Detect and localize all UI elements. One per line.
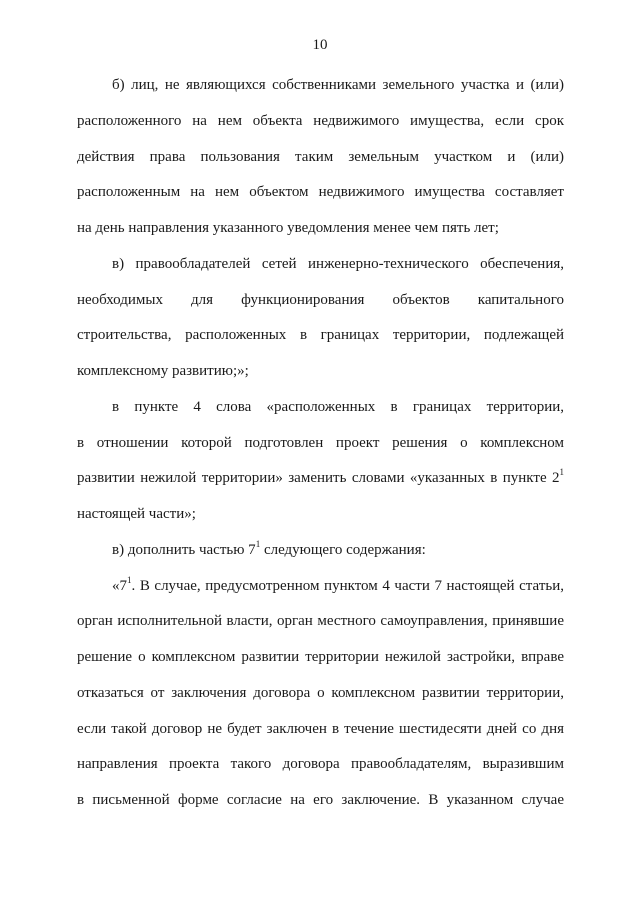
superscript: 1	[255, 539, 261, 549]
superscript: 1	[127, 575, 132, 585]
text-line-13: настоящей части»;	[77, 506, 196, 522]
superscript: 1	[559, 467, 564, 477]
text-line-6: в) правообладателей сетей инженерно-технического обеспечения,	[112, 256, 564, 272]
text-line-12: развитии нежилой территории» заменить словами «указанных в пункте $2^1$	[77, 467, 564, 486]
text-line-18: отказаться от заключения договора о комплексном развитии территории,	[77, 685, 564, 701]
text-line-9: комплексному развитию;»;	[77, 363, 249, 379]
text-line-1: б) лиц, не являющихся собственниками земельного участка и (или)	[112, 77, 564, 93]
text-line-7: необходимых для функционирования объектов капитального	[77, 292, 564, 308]
text-line-15: «$7^1$. В случае, предусмотренном пунктом 4 части 7 настоящей статьи,	[112, 575, 564, 594]
text-line-17: решение о комплексном развитии территории нежилой застройки, вправе	[77, 649, 564, 665]
text-line-21: в письменной форме согласие на его заключение. В указанном случае	[77, 792, 564, 808]
text-line-4: расположенным на нем объектом недвижимого имущества составляет	[77, 184, 564, 200]
text-line-2: расположенного на нем объекта недвижимого имущества, если срок	[77, 113, 564, 129]
text-line-3: действия права пользования таким земельным участком и (или)	[77, 149, 564, 165]
text-line-14: в) дополнить частью $7^1$ следующего содержания:	[112, 539, 426, 558]
text-line-20: направления проекта такого договора правообладателям, выразившим	[77, 756, 564, 772]
text-line-16: орган исполнительной власти, орган местного самоуправления, принявшие	[77, 613, 564, 629]
text-line-10: в пункте 4 слова «расположенных в границах территории,	[112, 399, 564, 415]
text-line-5: на день направления указанного уведомления менее чем пять лет;	[77, 220, 499, 236]
page-number: 10	[312, 37, 328, 53]
text-line-8: строительства, расположенных в границах территории, подлежащей	[77, 327, 564, 343]
text-line-11: в отношении которой подготовлен проект решения о комплексном	[77, 435, 564, 451]
text-line-19: если такой договор не будет заключен в течение шестидесяти дней со дня	[77, 721, 564, 737]
